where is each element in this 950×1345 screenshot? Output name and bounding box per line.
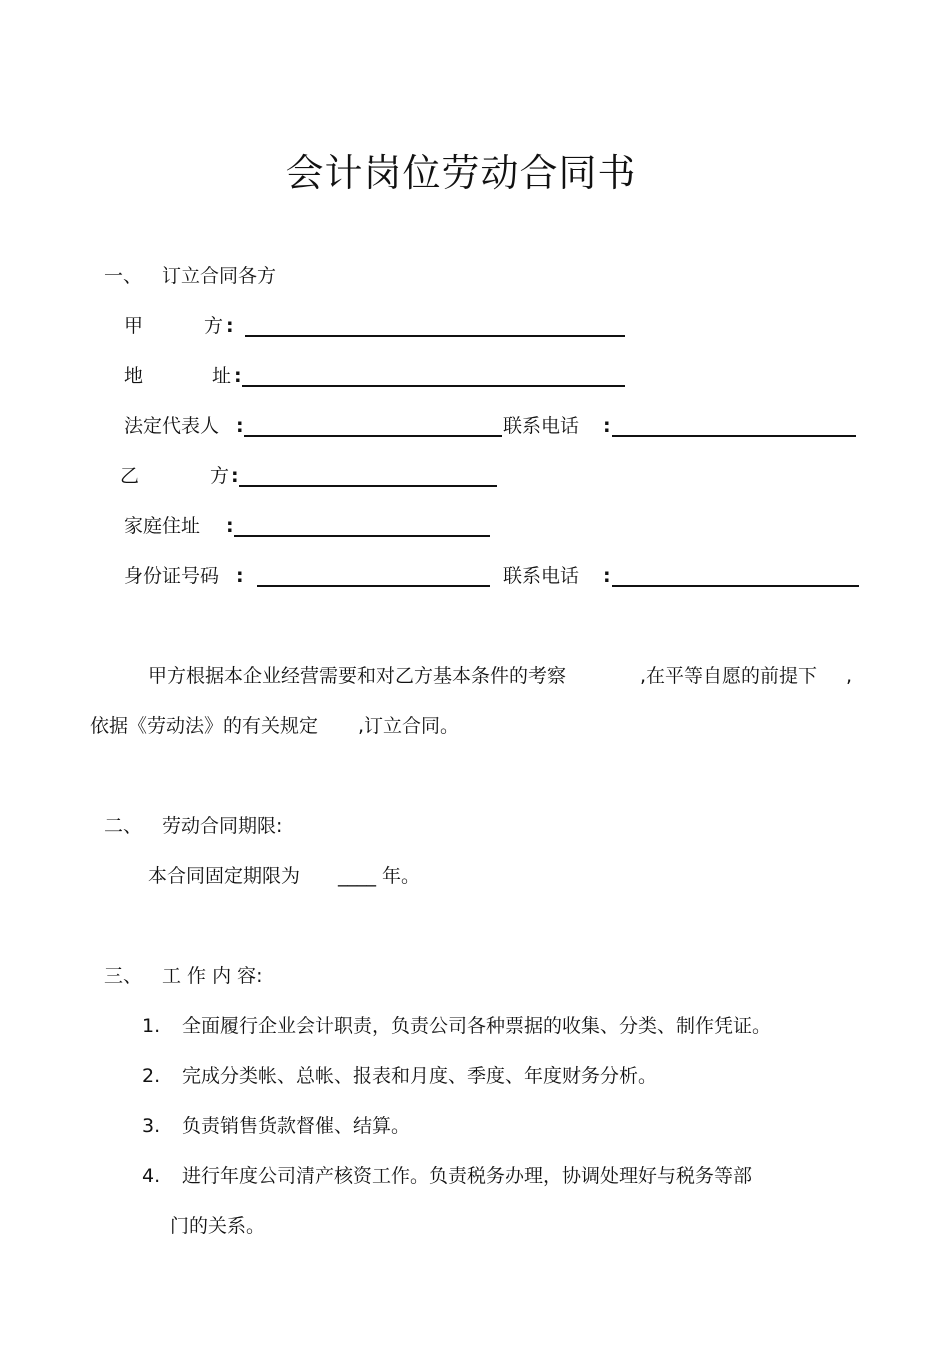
section-3-heading: 工 作 内 容: bbox=[162, 965, 263, 987]
legal-rep-label: 法定代表人 bbox=[124, 415, 220, 437]
phone-label: 联系电话 bbox=[503, 415, 580, 437]
intro-line2-part2: ,订立合同。 bbox=[358, 715, 460, 737]
section-1-number: 一、 bbox=[104, 265, 143, 287]
phone-label-2: 联系电话 bbox=[503, 565, 580, 587]
section-2-number: 二、 bbox=[104, 815, 143, 837]
party-a-label-2: 方 bbox=[204, 315, 224, 337]
party-a-label-1: 甲 bbox=[124, 315, 144, 337]
list-item-number: 1. bbox=[142, 1015, 161, 1037]
list-item-text: 负责销售货款督催、结算。 bbox=[182, 1115, 411, 1137]
home-address-colon: : bbox=[226, 515, 234, 537]
party-a-field[interactable] bbox=[245, 335, 625, 337]
address-label-1: 地 bbox=[124, 365, 144, 387]
address-colon: : bbox=[234, 365, 242, 387]
list-item-continuation: 门的关系。 bbox=[170, 1215, 266, 1237]
section-2-heading: 劳动合同期限: bbox=[162, 815, 283, 837]
list-item-text: 全面履行企业会计职责，负责公司各种票据的收集、分类、制作凭证。 bbox=[182, 1015, 772, 1037]
legal-rep-field[interactable] bbox=[244, 435, 502, 437]
home-address-label: 家庭住址 bbox=[124, 515, 201, 537]
id-number-label: 身份证号码 bbox=[124, 565, 220, 587]
section-1-heading: 订立合同各方 bbox=[162, 265, 277, 287]
term-suffix: 年。 bbox=[382, 865, 421, 887]
list-item-text: 完成分类帐、总帐、报表和月度、季度、年度财务分析。 bbox=[182, 1065, 658, 1087]
section-3-number: 三、 bbox=[104, 965, 143, 987]
phone-field[interactable] bbox=[612, 435, 856, 437]
party-b-label-1: 乙 bbox=[120, 465, 140, 487]
term-blank[interactable]: ____ bbox=[338, 865, 376, 887]
party-b-colon: : bbox=[231, 465, 239, 487]
list-item-text: 进行年度公司清产核资工作。负责税务办理，协调处理好与税务等部 bbox=[182, 1165, 753, 1187]
id-number-colon: : bbox=[236, 565, 244, 587]
document-title: 会计岗位劳动合同书 bbox=[285, 151, 637, 195]
list-item-number: 4. bbox=[142, 1165, 161, 1187]
party-b-label-2: 方 bbox=[210, 465, 230, 487]
phone-field-2[interactable] bbox=[612, 585, 859, 587]
intro-line2-part1: 依据《劳动法》的有关规定 bbox=[90, 715, 319, 737]
address-label-2: 址 bbox=[212, 365, 232, 387]
address-field[interactable] bbox=[242, 385, 625, 387]
list-item-number: 2. bbox=[142, 1065, 161, 1087]
home-address-field[interactable] bbox=[234, 535, 490, 537]
intro-line1-part2: ,在平等自愿的前提下 bbox=[640, 665, 818, 687]
intro-line1-part3: , bbox=[846, 665, 853, 687]
party-b-field[interactable] bbox=[239, 485, 497, 487]
phone-colon-2: : bbox=[603, 565, 611, 587]
term-prefix: 本合同固定期限为 bbox=[148, 865, 301, 887]
list-item-number: 3. bbox=[142, 1115, 161, 1137]
legal-rep-colon: : bbox=[236, 415, 244, 437]
intro-line1-part1: 甲方根据本企业经营需要和对乙方基本条件的考察 bbox=[148, 665, 567, 687]
party-a-colon: : bbox=[226, 315, 234, 337]
phone-colon: : bbox=[603, 415, 611, 437]
id-number-field[interactable] bbox=[257, 585, 490, 587]
